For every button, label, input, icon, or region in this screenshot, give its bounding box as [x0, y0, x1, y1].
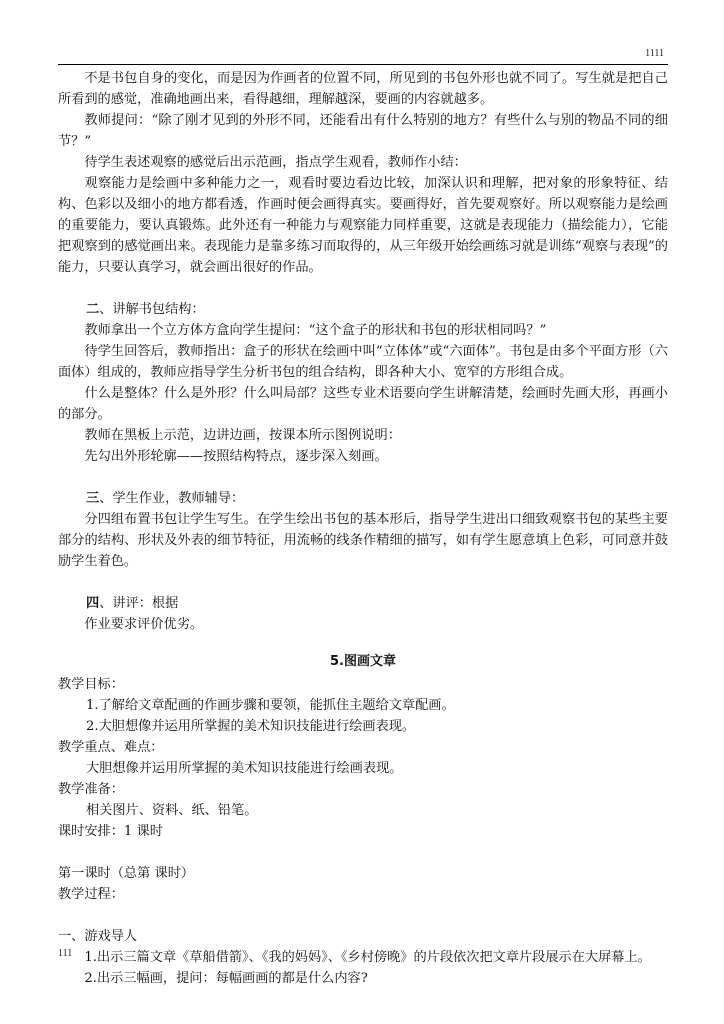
list-item: 1.了解给文章配画的作画步骤和要领，能抓住主题给文章配画。	[86, 698, 455, 713]
spacer	[58, 905, 668, 926]
paragraph: 1.出示三篇文章《草船借箭》、《我的妈妈》、《乡村傍晚》的片段依次把文章片段展示在大屏幕上。	[84, 950, 651, 965]
paragraph: 什么是整体？什么是外形？什么叫局部？这些专业术语要向学生讲解清楚，绘画时先画大形，再画小的部分。	[58, 386, 668, 422]
section-heading-3	[58, 488, 668, 509]
chapter-title: 5.图画文章	[330, 654, 396, 669]
label-line: 教学目标：	[58, 677, 124, 692]
spacer	[58, 842, 668, 863]
list-item: 大胆想像并运用所掌握的美术知识技能进行绘画表现。	[86, 761, 403, 776]
paragraph: 作业要求评价优劣。	[84, 617, 204, 632]
spacer	[58, 467, 668, 488]
document-body	[58, 68, 668, 989]
label-line: 一、游戏导人	[58, 929, 138, 944]
label-line: 教学准备：	[58, 782, 124, 797]
section-title: 、学生作业，教师辅导：	[99, 491, 245, 506]
section-heading-4	[58, 593, 668, 614]
section-number: 四	[86, 596, 100, 611]
paragraph: 教师拿出一个立方体方盒向学生提问：“这个盒子的形状和书包的形状相同吗？”	[84, 323, 547, 338]
spacer	[58, 572, 668, 593]
header-divider	[58, 64, 668, 65]
section-number: 三	[86, 491, 100, 506]
list-item: 相关图片、资料、纸、铅笔。	[86, 803, 258, 818]
section-title: 、讲解书包结构：	[99, 302, 205, 317]
paragraph: 待学生表述观察的感觉后出示范画，指点学生观看，教师作小结：	[84, 155, 467, 170]
label-line: 课时安排：1 课时	[58, 824, 163, 839]
section-title: 、讲评：根据	[99, 596, 179, 611]
section-number: 二	[86, 302, 100, 317]
section-heading-2	[58, 299, 668, 320]
label-line: 第一课时（总第 课时）	[58, 866, 195, 881]
list-item: 2.大胆想像并运用所掌握的美术知识技能进行绘画表现。	[86, 719, 416, 734]
spacer	[58, 278, 668, 299]
paragraph: 不是书包自身的变化，而是因为作画者的位置不同，所见到的书包外形也就不同了。写生就是把自己所看到的感觉，准确地画出来，看得越细，理解越深，要画的内容就越多。	[58, 71, 668, 107]
paragraph: 2.出示三幅画，提问：每幅画画的都是什么内容?	[84, 971, 368, 986]
header-page-number: 1111	[645, 48, 664, 59]
footer-page-number: 111	[58, 948, 73, 959]
paragraph: 先勾出外形轮廓——按照结构特点，逐步深入刻画。	[84, 449, 388, 464]
paragraph: 观察能力是绘画中多种能力之一，观看时要边看边比较，加深认识和理解，把对象的形象特征、结构、色彩以及细小的地方都看透，作画时便会画得真实。要画得好，首先要观察好。所以观察能力是绘画的重要能力，要认真锻炼。此外还有一种能力与观察能力同样重要，这就是表现能力（描绘能力），它能把观察到的感觉画出来。表现能力是靠多练习而取得的，从三年级开始绘画练习就是训练“观察与表现”的能力，只要认真学习，就会画出很好的作品。	[58, 176, 668, 275]
paragraph: 待学生回答后，教师指出：盒子的形状在绘画中叫“立体体”或“六面体”。书包是由多个平面方形（六面体）组成的，教师应指导学生分析书包的组合结构，即各种大小、宽窄的方形组合成。	[58, 344, 668, 380]
paragraph: 教师在黑板上示范，边讲边画，按课本所示图例说明：	[84, 428, 401, 443]
paragraph: 教师提问：“除了刚才见到的外形不同，还能看出有什么特别的地方？有些什么与别的物品不同的细节？”	[58, 113, 668, 149]
label-line: 教学重点、难点：	[58, 740, 164, 755]
paragraph: 分四组布置书包让学生写生。在学生绘出书包的基本形后，指导学生进出口细致观察书包的某些主要部分的结构、形状及外表的细节特征，用流畅的线条作精细的描写，如有学生愿意填上色彩，可同意并鼓励学生着色。	[58, 512, 668, 569]
spacer	[58, 635, 668, 645]
label-line: 教学过程：	[58, 887, 124, 902]
